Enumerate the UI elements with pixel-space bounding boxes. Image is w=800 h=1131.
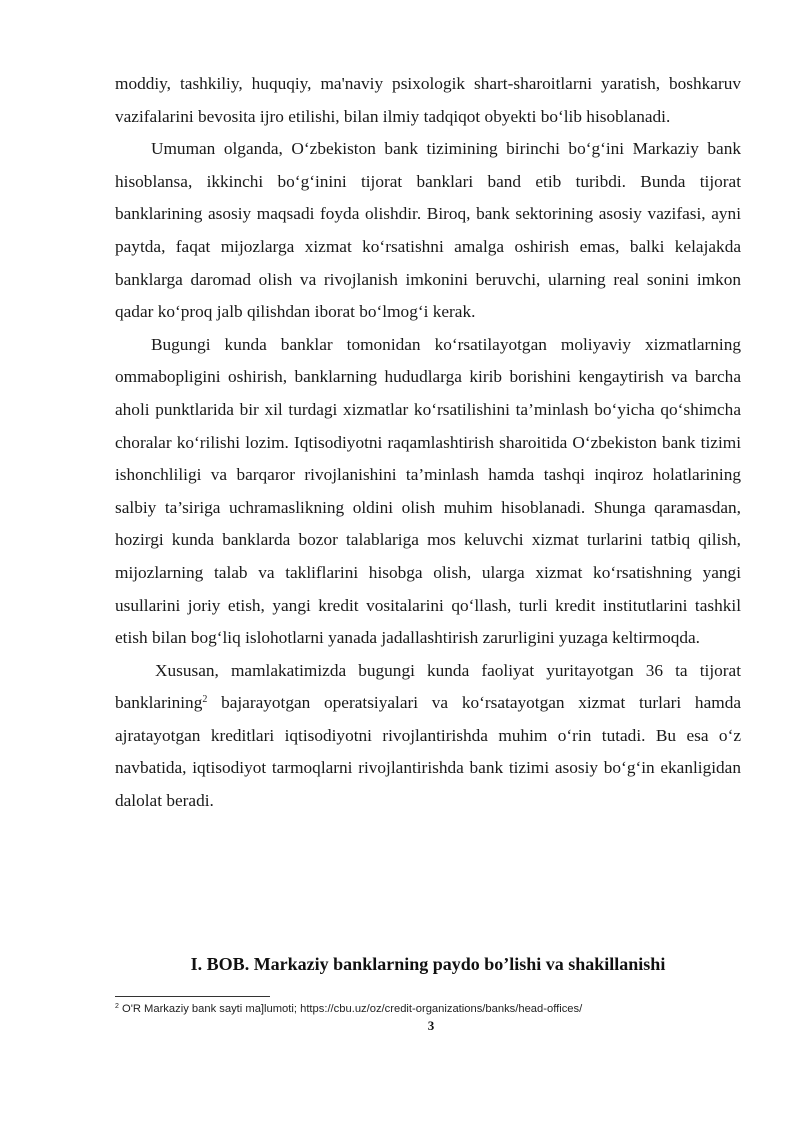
paragraph-4 [115,655,741,818]
footnote-divider [115,996,270,997]
paragraph-1: moddiy, tashkiliy, huquqiy, ma'naviy psixologik shart-sharoitlarni yaratish, boshkaruv vazifalarini bevosita ijro etilishi, bilan ilmiy tadqiqot obyekti bo‘lib hisoblanadi. [115,74,741,126]
paragraph-3: Bugungi kunda banklar tomonidan ko‘rsatilayotgan moliyaviy xizmatlarning ommabopligini oshirish, banklarning hududlarga kirib borishini kengaytirish va barcha aholi punktlarida bir xil turdagi xizmatlar ko‘rsatilishini ta’minlash bo‘yicha qo‘shimcha choralar ko‘rilishi lozim. Iqtisodiyotni raqamlashtirish sharoitida O‘zbekiston bank tizimi ishonchliligi va barqaror rivojlanishini ta’minlash hamda tashqi inqiroz holatlarining salbiy ta’siriga uchramaslikning oldini olish muhim hisoblanadi. Shunga qaramasdan, hozirgi kunda banklarda bozor talablariga mos keluvchi xizmat turlarini tatbiq qilish, mijozlarning talab va takliflarini hisobga olish, ularga xizmat ko‘rsatishning yangi usullarini joriy etish, yangi kredit vositalarini qo‘llash, turli kredit institutlarini tashkil etish bilan bog‘liq islohotlarni yanada jadallashtirish zarurligini yuzaga keltirmoqda. [115,334,741,648]
footnote-number: 2 [115,1003,119,1010]
page-number: 3 [427,1018,435,1033]
footnote [115,1002,755,1016]
footnote-text: O'R Markaziy bank sayti ma]lumoti; https://cbu.uz/oz/credit-organizations/banks/head-offices/ [118,1003,583,1015]
paragraph-4-text-start: Xususan, mamlakatimizda bugungi kunda faoliyat yuritayotgan 36 ta tijorat banklarining [115,660,741,713]
chapter-heading: I. BOB. Markaziy banklarning paydo bo’lishi va shakillanishi [190,954,666,974]
body-text [115,68,741,818]
paragraph-4-text-end: bajarayotgan operatsiyalari va ko‘rsatayotgan xizmat turlari hamda ajratayotgan kreditlari iqtisodiyotni rivojlantirishda muhim o‘rin tutadi. Bu esa o‘z navbatida, iqtisodiyot tarmoqlarni rivojlantirishda bank tizimi asosiy bo‘g‘in ekanligidan dalolat beradi. [115,693,741,811]
footnote-reference: 2 [202,694,208,706]
paragraph-2: Umuman olganda, O‘zbekiston bank tizimining birinchi bo‘g‘ini Markaziy bank hisoblansa, ikkinchi bo‘g‘inini tijorat banklari band etib turibdi. Bunda tijorat banklarining asosiy maqsadi foyda olishdir. Biroq, bank sektorining asosiy vazifasi, ayni paytda, faqat mijozlarga xizmat ko‘rsatishni amalga oshirish emas, balki kelajakda banklarga daromad olish va rivojlanish imkonini beruvchi, ularning real sonini imkon qadar ko‘proq jalb qilishdan iborat bo‘lmog‘i kerak. [115,139,741,322]
